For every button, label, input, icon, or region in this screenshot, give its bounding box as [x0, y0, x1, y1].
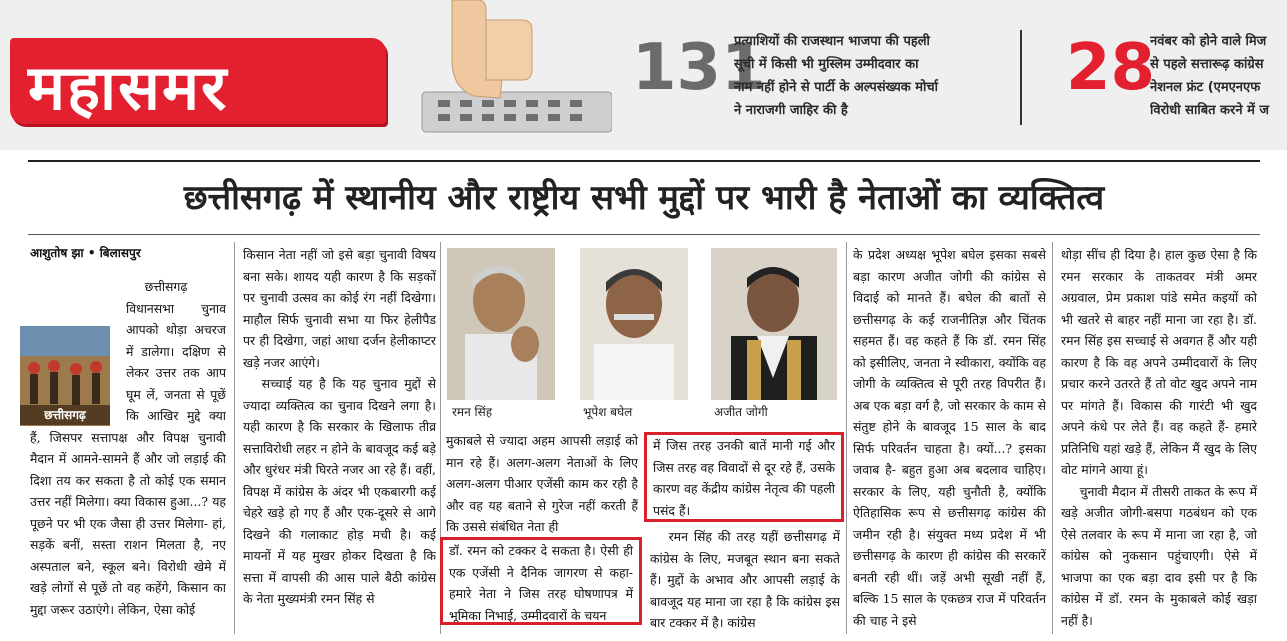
column-text: के प्रदेश अध्यक्ष भूपेश बघेल इसका सबसे बड़ा कारण अजीत जोगी की कांग्रेस से विदाई को मानते हैं। बघेल की बातों से छत्तीसगढ़ के कई राजनीतिज्ञ और चिंतक सहमत हैं। वह कहते हैं कि डॉ. रमन सिंह को इसीलिए, जनता ने स्वीकारा, क्योंकि वह जोगी के व्यक्तित्व से पूरी तरह विपरीत हैं। अब एक बड़ा वर्ग है, जो सरकार के काम से संतुष्ट होने के बावजूद 15 साल के बाद सिर्फ परिवर्तन चाहता है। क्यों...? इसका जवाब है- बहुत हुआ अब बदलाव चाहिए। सरकार के लिए, यही चुनौती है, क्योंकि ऐतिहासिक रूप से छत्तीसगढ़ कांग्रेस की जमीन रही है। संयुक्त मध्य प्रदेश में भी छत्तीसगढ़ के कारण ही कांग्रेस की सरकारें बनती रही थीं। जड़ें अभी सूखी नहीं हैं, बल्कि 15 साल के एकछत्र राज में परिवर्तन की चाह ने इसे: [853, 247, 1046, 628]
photo-caption-raman-singh: रमन सिंह: [452, 405, 493, 419]
column-text: थोड़ा सींच ही दिया है। हाल कुछ ऐसा है कि रमन सरकार के ताकतवर मंत्री अमर अग्रवाल, प्रेम प्रकाश पांडे समेत कइयों को भी खतरे से बाहर नहीं माना जा रहा है। डॉ. रमन सिंह इस सच्चाई से अवगत हैं और यही कारण है कि वह अपने उम्मीदवारों के लिए प्रचार करने उतरते हैं तो वोट खुद अपने नाम पर मांगते हैं। विकास की गारंटी भी खुद अपने कंधे पर लेते हैं। वह कहते हैं- हमारे प्रतिनिधि यहां खड़े हैं, लेकिन मैं खुद के लिए वोट मांगने आया हूं।: [1061, 247, 1257, 477]
headline-bottom-rule: [28, 234, 1260, 235]
mahasamar-section-logo: [0, 0, 612, 150]
article-column-2: [243, 244, 436, 636]
logo-plate: [10, 38, 386, 124]
article-headline: छत्तीसगढ़ में स्थानीय और राष्ट्रीय सभी मुद्दों पर भारी है नेताओं का व्यक्तित्व: [183, 178, 1105, 218]
photo-bhupesh-baghel: [580, 248, 688, 400]
portrait-raman-singh: [447, 248, 555, 400]
portrait-ajit-jogi: [711, 248, 837, 400]
highlighted-text: में जिस तरह उनकी बातें मानी गई और जिस तरह वह विवादों से दूर रहे हैं, उसके कारण वह केंद्रीय कांग्रेस नेतृत्व की पहली पसंद हैं।: [653, 438, 835, 518]
stat-block-131: [632, 28, 1012, 133]
column-divider: [846, 242, 847, 634]
article-column-4: [650, 526, 840, 636]
highlighted-text: डॉ. रमन को टक्कर दे सकता है। ऐसी ही एक एजेंसी ने दैनिक जागरण से कहा- हमारे नेता ने जिस तरह घोषणापत्र में भूमिका निभाई, उम्मीदवारों के चयन: [449, 543, 633, 623]
article-column-3: [446, 430, 638, 538]
column-text: सच्चाई यह है कि यह चुनाव मुद्दों से ज्यादा व्यक्तित्व का चुनाव दिखने लगा है। यही कारण है कि सरकार के खिलाफ तीव्र सत्ताविरोधी लहर न होने के बावजूद कई बड़े और धुरंधर मंत्री घिरते नजर आ रहे हैं। वहीं, विपक्ष में कांग्रेस के अंदर भी एकबारगी कई चेहरे खड़े हो गए हैं और एक-दूसरे से आगे दिखने की गलाकाट होड़ मची है। कई मायनों में यह मुखर होकर दिखता है कि सत्ता में वापसी की आस पाले बैठी कांग्रेस के नेता मुख्यमंत्री रमन सिंह से: [243, 376, 436, 606]
stat-number: 28: [1066, 31, 1156, 105]
column-divider: [234, 242, 235, 634]
stat-text: प्रत्याशियों की राजस्थान भाजपा की पहली सूची में किसी भी मुस्लिम उम्मीदवार का नाम नहीं होने से पार्टी के अल्पसंख्यक मोर्चा ने नाराजगी जाहिर की है: [734, 34, 939, 118]
photo-caption-bhupesh-baghel: भूपेश बघेल: [583, 405, 633, 419]
column-divider: [1052, 242, 1053, 634]
portrait-bhupesh-baghel: [580, 248, 688, 400]
column-text: छत्तीसगढ़ विधानसभा चुनाव आपको थोड़ा अचरज में डालेगा। दक्षिण से लेकर उत्तर तक आप घूम लें, जनता से पूछें कि आखिर मुद्दे क्या हैं, जिसपर सत्तापक्ष और विपक्ष चुनावी मैदान में आमने-सामने हैं और जो लड़ाई की दिशा तय कर सकता है तो कोई एक समान उत्तर नहीं मिलेगा। क्या विकास हुआ...? यह पूछने पर भी एक जैसा ही उत्तर मिलेगा- हां, सड़कें बनीं, सस्ता राशन मिलता है, नए अस्पताल बने, स्कूल बने। विरोधी खेमे में खड़े लोगों से पूछें तो वह कहेंगे, किसान का मुद्दा जरूर उठाएंगे। लेकिन, ऐसा कोई: [30, 279, 226, 617]
photo-caption-ajit-jogi: अजीत जोगी: [714, 405, 768, 419]
stat-block-28: [1066, 28, 1287, 133]
article-column-5: [853, 244, 1046, 636]
photo-raman-singh: [447, 248, 555, 400]
byline: आशुतोष झा • बिलासपुर: [30, 246, 141, 260]
thumbnail-caption: छत्तीसगढ़: [20, 405, 110, 425]
highlight-box-col3: [440, 537, 642, 625]
column-text: किसान नेता नहीं जो इसे बड़ा चुनावी विषय बना सके। शायद यही कारण है कि सड़कों पर चुनावी उत्सव का कोई रंग नहीं दिखेगा। माहौल सिर्फ चुनावी सभा या फिर हेलीपैड पर ही दिखेगा, जहां आधा दर्जन हेलीकाप्टर खड़े नजर आएंगे।: [243, 247, 436, 370]
headline-top-rule: [28, 160, 1260, 162]
photo-ajit-jogi: [711, 248, 837, 400]
logo-text: महासमर: [28, 51, 229, 124]
stat-number: 131: [632, 31, 766, 105]
column-text: चुनावी मैदान में तीसरी ताकत के रूप में खड़े अजीत जोगी-बसपा गठबंधन को एक ऐसे तलवार के रूप में माना जा रहा है, जो कांग्रेस को नुकसान पहुंचाएगी। ऐसे में भाजपा का एक बड़ा दाव इसी पर है कि कांग्रेस में डॉ. रमन के मुकाबले कोई खड़ा नहीं है।: [1061, 483, 1257, 628]
column-text: मुकाबले से ज्यादा अहम आपसी लड़ाई को मान रहे हैं। अलग-अलग नेताओं के लिए अलग-अलग पीआर एजेंसी काम कर रही है और वह यह बताने से गुरेज नहीं करती हैं कि उससे संबंधित नेता ही: [446, 433, 638, 534]
top-banner: [0, 0, 1287, 150]
stat-text: नवंबर को होने वाले मिज से पहले सत्तारूढ़ कांग्रेस नेशनल फ्रंट (एमएनएफ विरोधी साबित करने में ज: [1150, 34, 1270, 118]
column-text: रमन सिंह की तरह यहीं छत्तीसगढ़ में कांग्रेस के लिए, मजबूत स्थान बना सकते हैं। मुद्दों के अभाव और आपसी लड़ाई के बावजूद यह माना जा रहा है कि कांग्रेस इस बार टक्कर में है। कांग्रेस: [650, 529, 840, 630]
highlight-box-col4: [644, 432, 844, 522]
voting-hand-evm-icon: [382, 0, 612, 150]
banner-divider: [1020, 30, 1022, 125]
article-column-6: [1061, 244, 1257, 636]
